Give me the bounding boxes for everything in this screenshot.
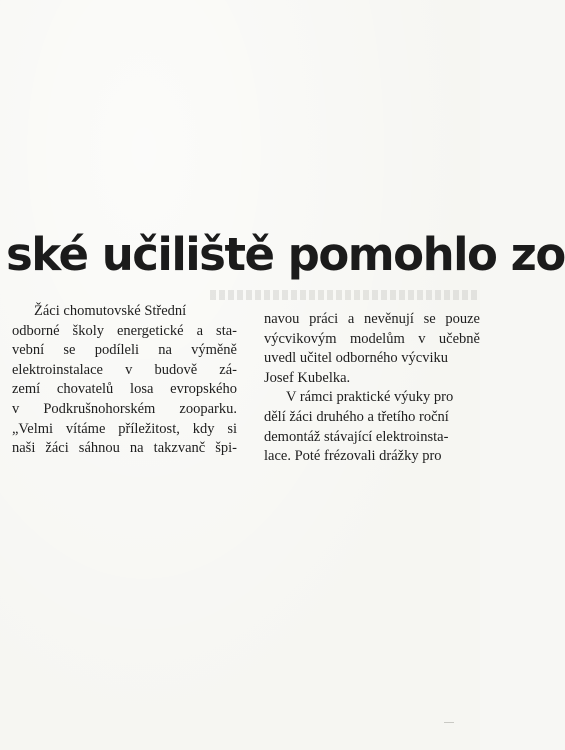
article-column-left <box>12 302 237 459</box>
paragraph-line: odborné školy energetické a sta- <box>12 322 237 339</box>
article-headline: ské učiliště pomohlo zo <box>6 228 565 281</box>
paragraph-line: Žáci chomutovské Střední <box>34 303 187 319</box>
paragraph-line: zemí chovatelů losa evropského <box>12 381 237 398</box>
paragraph-line: dělí žáci druhého a třetího roční <box>264 408 449 425</box>
paragraph-line: lace. Poté frézovali drážky pro <box>264 448 442 465</box>
scan-artifact <box>444 722 454 723</box>
paragraph-line: navou práci a nevěnují se pouze <box>264 311 480 327</box>
bleed-through-text <box>210 290 480 300</box>
paragraph-line: výcvikovým modelům v učebně <box>264 330 480 347</box>
paragraph-line: demontáž stávající elektroinsta- <box>264 428 449 445</box>
paragraph-line: v Podkrušnohorském zooparku. <box>12 400 237 417</box>
paragraph-line: elektroinstalace v budově zá- <box>12 361 237 378</box>
paragraph-line: vební se podíleli na výměně <box>12 342 237 359</box>
paragraph-line: uvedl učitel odborného výcviku <box>264 350 449 367</box>
paragraph-line: naši žáci sáhnou na takzvanč špi- <box>12 440 237 457</box>
article-column-right <box>264 310 480 467</box>
paragraph-line: Josef Kubelka. <box>264 369 351 386</box>
paragraph-line: „Velmi vítáme příležitost, kdy si <box>12 420 237 437</box>
paragraph-line: V rámci praktické výuky pro <box>286 389 454 406</box>
